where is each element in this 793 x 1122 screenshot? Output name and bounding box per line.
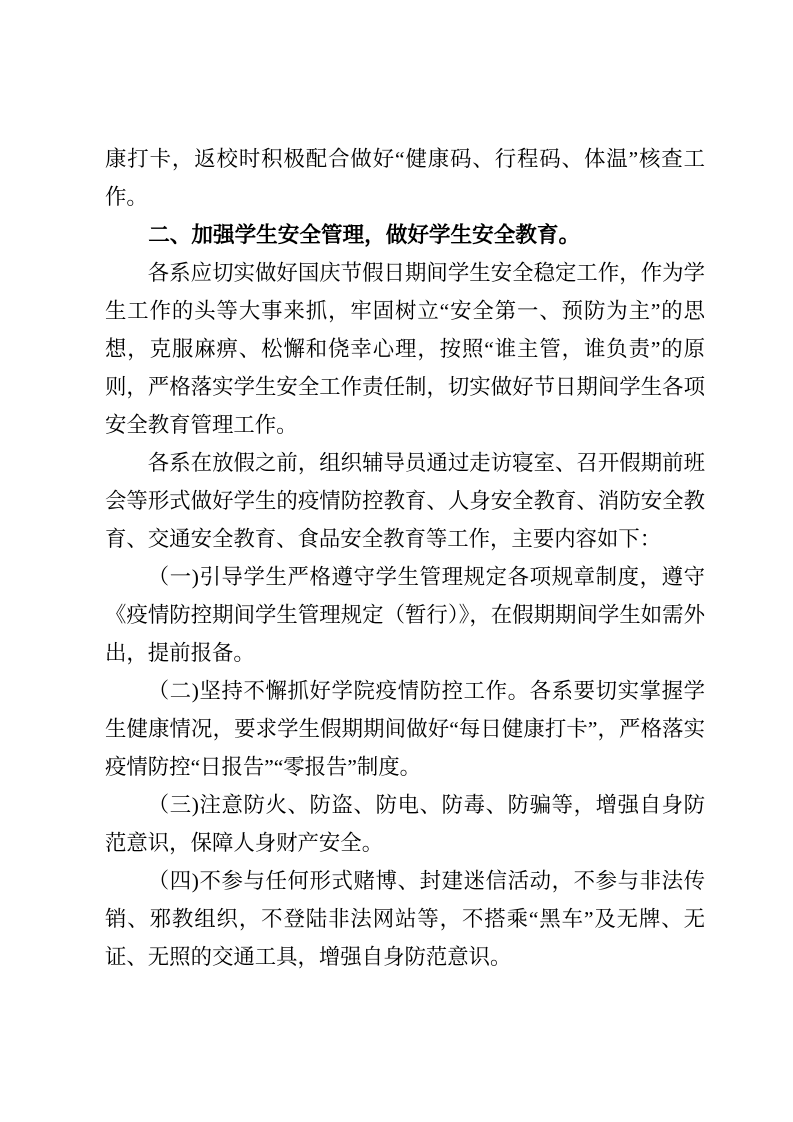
section-heading: 二、加强学生安全管理，做好学生安全教育。 bbox=[148, 222, 581, 247]
paragraph-section-intro: 各系应切实做好国庆节假日期间学生安全稳定工作，作为学生工作的头等大事来抓，牢固树立“安全第一、预防为主”的思想，克服麻痹、松懈和侥幸心理，按照“谁主管，谁负责”的原则，严格落实学生安全工作责任制，切实做好节日期间学生各项安全教育管理工作。 bbox=[105, 261, 705, 437]
paragraph-item-3: （三)注意防火、防盗、防电、防毒、防骗等，增强自身防范意识，保障人身财产安全。 bbox=[105, 793, 705, 855]
paragraph-item-2: （二)坚持不懈抓好学院疫情防控工作。各系要切实掌握学生健康情况，要求学生假期期间做好“每日健康打卡”，严格落实疫情防控“日报告”“零报告”制度。 bbox=[105, 679, 705, 779]
paragraph-continuation: 康打卡，返校时积极配合做好“健康码、行程码、体温”核查工作。 bbox=[105, 147, 705, 209]
paragraph-item-4: （四)不参与任何形式赌博、封建迷信活动，不参与非法传销、邪教组织，不登陆非法网站等，不搭乘“黑车”及无牌、无证、无照的交通工具，增强自身防范意识。 bbox=[105, 869, 705, 969]
document-content bbox=[105, 140, 705, 976]
paragraph-item-1: （一)引导学生严格遵守学生管理规定各项规章制度，遵守《疫情防控期间学生管理规定（暂行）》，在假期期间学生如需外出，提前报备。 bbox=[105, 565, 705, 665]
paragraph-education-forms: 各系在放假之前，组织辅导员通过走访寝室、召开假期前班会等形式做好学生的疫情防控教育、人身安全教育、消防安全教育、交通安全教育、食品安全教育等工作，主要内容如下： bbox=[105, 451, 705, 551]
